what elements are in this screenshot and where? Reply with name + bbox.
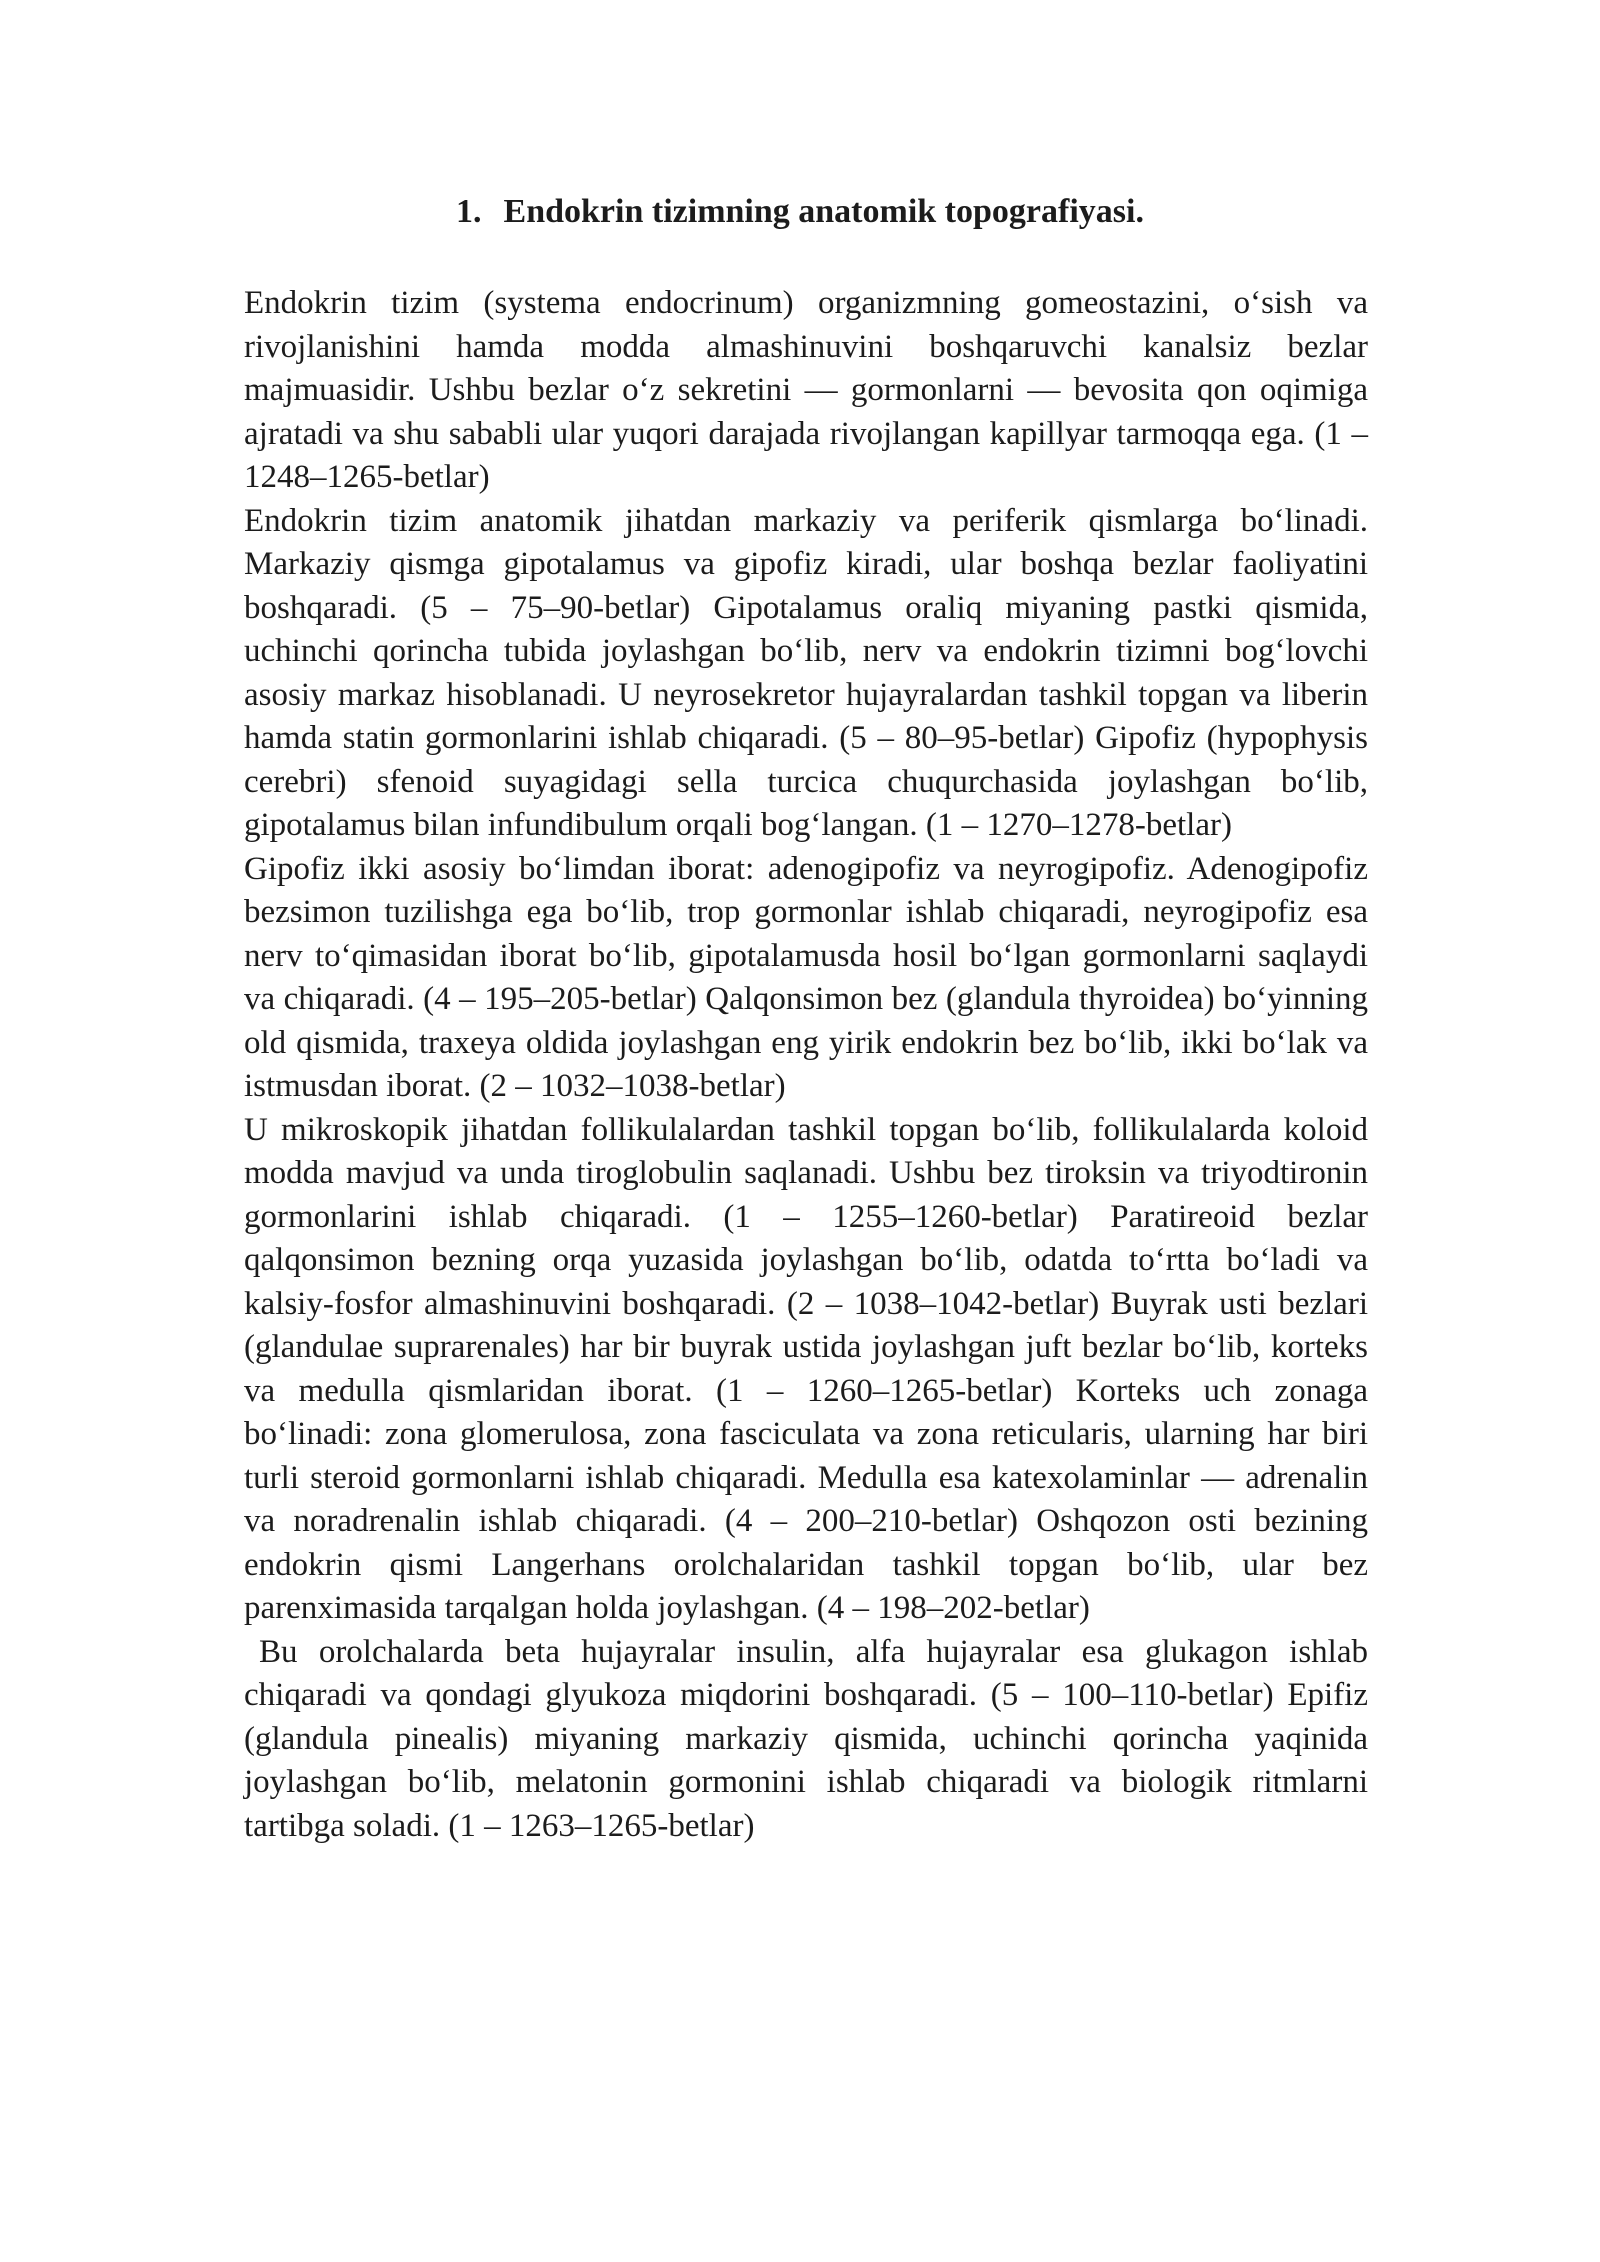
body-text — [244, 282, 1368, 1848]
heading-text: Endokrin tizimning anatomik topografiyasi. — [503, 193, 1144, 230]
paragraph: Endokrin tizim (systema endocrinum) organizmning gomeostazini, o‘sish va rivojlanishini hamda modda almashinuvini boshqaruvchi kanalsiz bezlar majmuasidir. Ushbu bezlar o‘z sekretini — gormonlarni — bevosita qon oqimiga ajratadi va shu sababli ular yuqori darajada rivojlangan kapillyar tarmoqqa ega. (1 – 1248–1265-betlar) — [244, 285, 1368, 495]
paragraph: Endokrin tizim anatomik jihatdan markaziy va periferik qismlarga bo‘linadi. Markaziy qismga gipotalamus va gipofiz kiradi, ular boshqa bezlar faoliyatini boshqaradi. (5 – 75–90-betlar) Gipotalamus oraliq miyaning pastki qismida, uchinchi qorincha tubida joylashgan bo‘lib, nerv va endokrin tizimni bog‘lovchi asosiy markaz hisoblanadi. U neyrosekretor hujayralardan tashkil topgan va liberin hamda statin gormonlarini ishlab chiqaradi. (5 – 80–95-betlar) Gipofiz (hypophysis cerebri) sfenoid suyagidagi sella turcica chuqurchasida joylashgan bo‘lib, gipotalamus bilan infundibulum orqali bog‘langan. (1 – 1270–1278-betlar) — [244, 502, 1368, 843]
heading-number: 1. — [456, 193, 482, 230]
paragraph: U mikroskopik jihatdan follikulalardan tashkil topgan bo‘lib, follikulalarda koloid modda mavjud va unda tiroglobulin saqlanadi. Ushbu bez tiroksin va triyodtironin gormonlarini ishlab chiqaradi. (1 – 1255–1260-betlar) Paratireoid bezlar qalqonsimon bezning orqa yuzasida joylashgan bo‘lib, odatda to‘rtta bo‘ladi va kalsiy-fosfor almashinuvini boshqaradi. (2 – 1038–1042-betlar) Buyrak usti bezlari (glandulae suprarenales) har bir buyrak ustida joylashgan juft bezlar bo‘lib, korteks va medulla qismlaridan iborat. (1 – 1260–1265-betlar) Korteks uch zonaga bo‘linadi: zona glomerulosa, zona fasciculata va zona reticularis, ularning har biri turli steroid gormonlarni ishlab chiqaradi. Medulla esa katexolaminlar — adrenalin va noradrenalin ishlab chiqaradi. (4 – 200–210-betlar) Oshqozon osti bezining endokrin qismi Langerhans orolchalaridan tashkil topgan bo‘lib, ular bez parenximasida tarqalgan holda joylashgan. (4 – 198–202-betlar) — [244, 1111, 1368, 1626]
paragraph: Bu orolchalarda beta hujayralar insulin, alfa hujayralar esa glukagon ishlab chiqaradi va qondagi glyukoza miqdorini boshqaradi. (5 – 100–110-betlar) Epifiz (glandula pinealis) miyaning markaziy qismida, uchinchi qorincha yaqinida joylashgan bo‘lib, melatonin gormonini ishlab chiqaradi va biologik ritmlarni tartibga soladi. (1 – 1263–1265-betlar) — [244, 1633, 1368, 1844]
paragraph: Gipofiz ikki asosiy bo‘limdan iborat: adenogipofiz va neyrogipofiz. Adenogipofiz bezsimon tuzilishga ega bo‘lib, trop gormonlar ishlab chiqaradi, neyrogipofiz esa nerv to‘qimasidan iborat bo‘lib, gipotalamusda hosil bo‘lgan gormonlarni saqlaydi va chiqaradi. (4 – 195–205-betlar) Qalqonsimon bez (glandula thyroidea) bo‘yinning old qismida, traxeya oldida joylashgan eng yirik endokrin bez bo‘lib, ikki bo‘lak va istmusdan iborat. (2 – 1032–1038-betlar) — [244, 850, 1368, 1104]
section-heading — [0, 192, 1600, 232]
